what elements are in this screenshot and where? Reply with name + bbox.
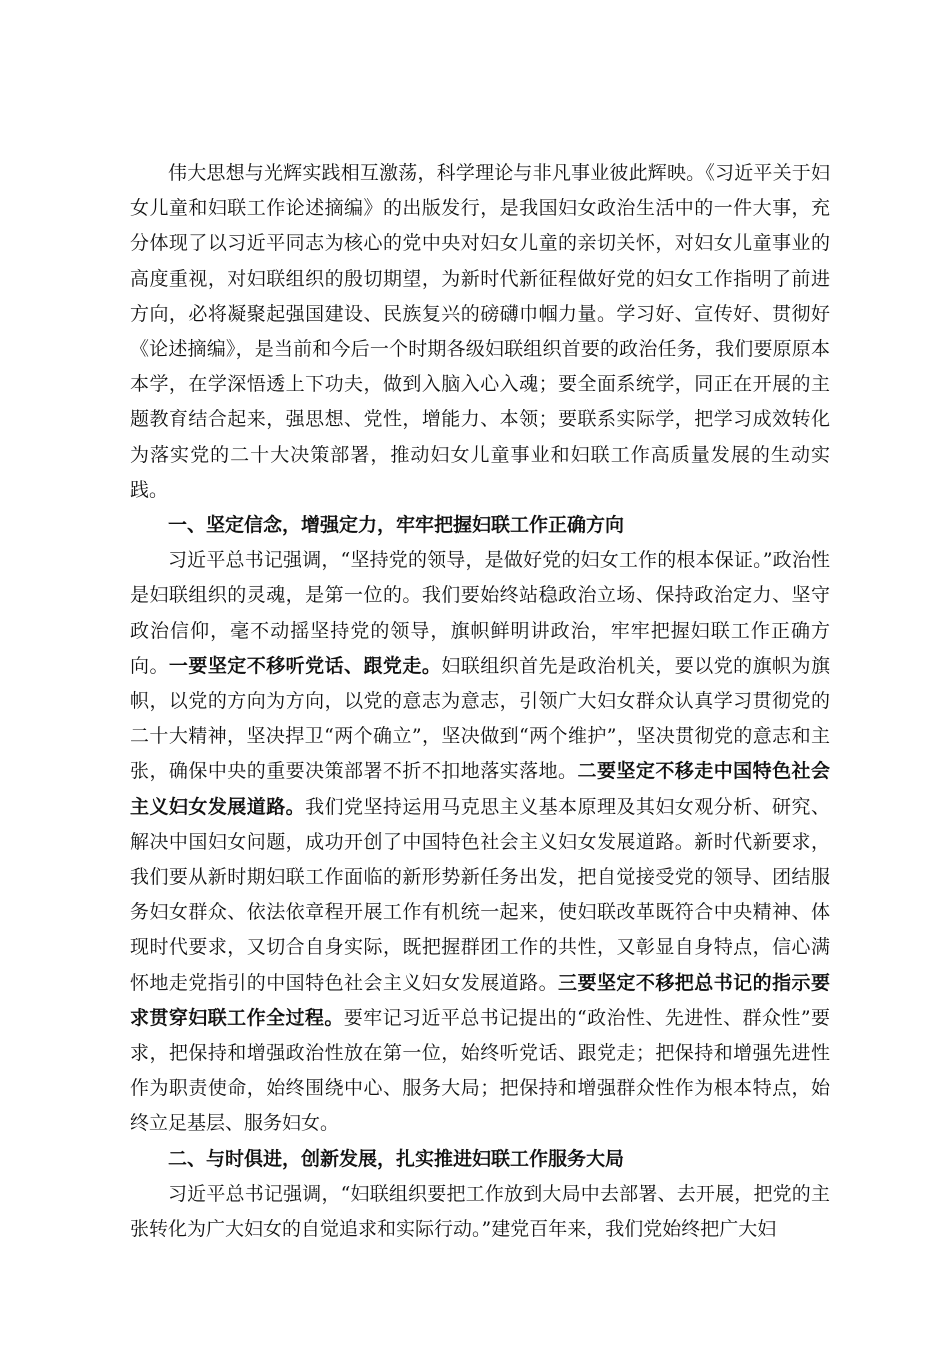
intro-paragraph: 伟大思想与光辉实践相互激荡，科学理论与非凡事业彼此辉映。《习近平关于妇女儿童和妇联工作论述摘编》的出版发行，是我国妇女政治生活中的一件大事，充分体现了以习近平同志为核心的党中央对妇女儿童的亲切关怀，对妇女儿童事业的高度重视，对妇联组织的殷切期望，为新时代新征程做好党的妇女工作指明了前进方向，必将凝聚起强国建设、民族复兴的磅礴巾帼力量。学习好、宣传好、贯彻好《论述摘编》，是当前和今后一个时期各级妇联组织首要的政治任务，我们要原原本本学，在学深悟透上下功夫，做到入脑入心入魂；要全面系统学，同正在开展的主题教育结合起来，强思想、党性，增能力、本领；要联系实际学，把学习成效转化为落实党的二十大决策部署，推动妇女儿童事业和妇联工作高质量发展的生动实践。 (130, 162, 830, 501)
section-1-heading: 一、坚定信念，增强定力，牢牢把握妇联工作正确方向 (168, 514, 625, 537)
section-1-text-1: 习近平总书记强调，“坚持党的领导，是做好党的妇女工作的根本保证。”政治性是妇联组织的灵魂，是第一位的。我们要始终站稳政治立场、保持政治定力、坚守政治信仰，毫不动摇坚持党的领导，旗帜鲜明讲政治，牢牢把握妇联工作正确方向。 (130, 549, 830, 677)
document-body (130, 156, 830, 1247)
section-2-paragraph: 习近平总书记强调，“妇联组织要把工作放到大局中去部署、去开展，把党的主张转化为广大妇女的自觉追求和实际行动。”建党百年来，我们党始终把广大妇 (130, 1182, 830, 1241)
section-1-bold-point-3: 三要坚定不移把总书记的指示要求贯穿妇联工作全过程。 (130, 971, 830, 1029)
section-1-bold-point-2: 二要坚定不移走中国特色社会主义妇女发展道路。 (130, 760, 830, 818)
section-1-text-3: 我们党坚持运用马克思主义基本原理及其妇女观分析、研究、解决中国妇女问题，成功开创了中国特色社会主义妇女发展道路。新时代新要求，我们要从新时期妇联工作面临的新形势新任务出发，把自觉接受党的领导、团结服务妇女群众、依法依章程开展工作有机统一起来，使妇联改革既符合中央精神、体现时代要求，又切合自身实际，既把握群团工作的共性，又彰显自身特点，信心满怀地走党指引的中国特色社会主义妇女发展道路。 (130, 795, 830, 994)
section-2-heading: 二、与时俱进，创新发展，扎实推进妇联工作服务大局 (168, 1147, 625, 1170)
section-1-paragraph (130, 543, 830, 1141)
section-1-text-4: 要牢记习近平总书记提出的“政治性、先进性、群众性”要求，把保持和增强政治性放在第一位，始终听党话、跟党走；把保持和增强先进性作为职责使命，始终围绕中心、服务大局；把保持和增强群众性作为根本特点，始终立足基层、服务妇女。 (130, 1006, 830, 1135)
section-1-text-2: 妇联组织首先是政治机关，要以党的旗帜为旗帜，以党的方向为方向，以党的意志为意志，引领广大妇女群众认真学习贯彻党的二十大精神，坚决捍卫“两个确立”，坚决做到“两个维护”，坚决贯彻党的意志和主张，确保中央的重要决策部署不折不扣地落实落地。 (130, 654, 830, 783)
section-1-bold-point-1: 一要坚定不移听党话、跟党走。 (168, 654, 442, 677)
